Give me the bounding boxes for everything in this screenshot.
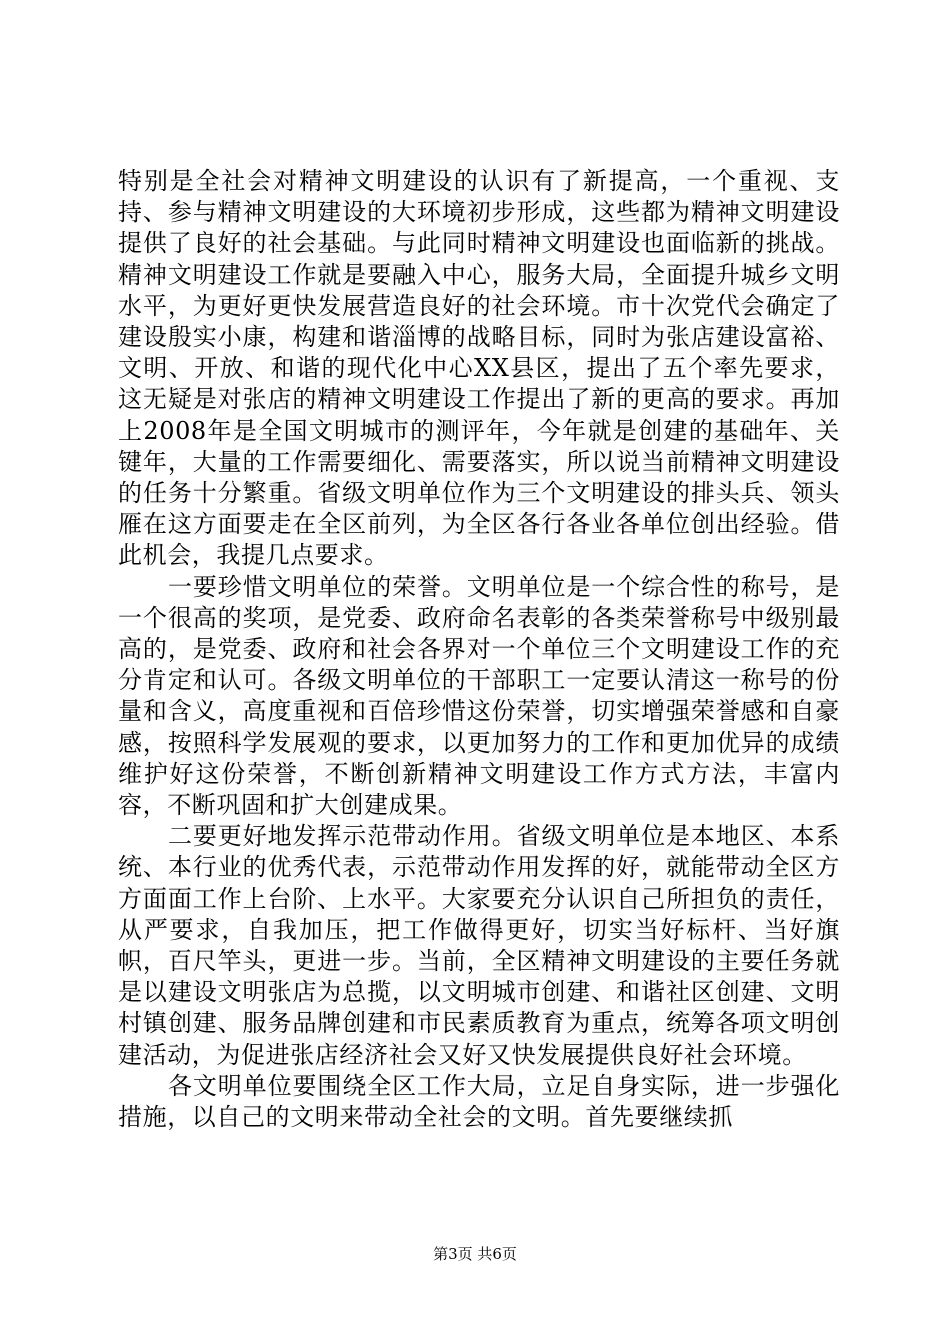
- page-number: 第3页 共6页: [433, 1245, 517, 1263]
- paragraph-work-focus: 各文明单位要围绕全区工作大局，立足自身实际，进一步强化措施，以自己的文明来带动全社会的文明。首先要继续抓: [118, 1071, 840, 1132]
- paragraph-demonstration-role: 二要更好地发挥示范带动作用。省级文明单位是本地区、本系统、本行业的优秀代表，示范带动作用发挥的好，就能带动全区方方面面工作上台阶、上水平。大家要充分认识自己所担负的责任，从严要求，自我加压，把工作做得更好，切实当好标杆、当好旗帜，百尺竿头，更进一步。当前，全区精神文明建设的主要任务就是以建设文明张店为总揽，以文明城市创建、和谐社区创建、文明村镇创建、服务品牌创建和市民素质教育为重点，统筹各项文明创建活动，为促进张店经济社会又好又快发展提供良好社会环境。: [118, 822, 840, 1069]
- body-text: [118, 166, 840, 1133]
- page-footer: [0, 1244, 950, 1264]
- paragraph-continuation: 特别是全社会对精神文明建设的认识有了新提高，一个重视、支持、参与精神文明建设的大环境初步形成，这些都为精神文明建设提供了良好的社会基础。与此同时精神文明建设也面临新的挑战。精神文明建设工作就是要融入中心，服务大局，全面提升城乡文明水平，为更好更快发展营造良好的社会环境。市十次党代会确定了建设殷实小康，构建和谐淄博的战略目标，同时为张店建设富裕、文明、开放、和谐的现代化中心XX县区，提出了五个率先要求，这无疑是对张店的精神文明建设工作提出了新的更高的要求。再加上2008年是全国文明城市的测评年，今年就是创建的基础年、关键年，大量的工作需要细化、需要落实，所以说当前精神文明建设的任务十分繁重。省级文明单位作为三个文明建设的排头兵、领头雁在这方面要走在全区前列，为全区各行各业各单位创出经验。借此机会，我提几点要求。: [118, 167, 840, 570]
- paragraph-cherish-honor: 一要珍惜文明单位的荣誉。文明单位是一个综合性的称号，是一个很高的奖项，是党委、政府命名表彰的各类荣誉称号中级别最高的，是党委、政府和社会各界对一个单位三个文明建设工作的充分肯定和认可。各级文明单位的干部职工一定要认清这一称号的份量和含义，高度重视和百倍珍惜这份荣誉，切实增强荣誉感和自豪感，按照科学发展观的要求，以更加努力的工作和更加优异的成绩维护好这份荣誉，不断创新精神文明建设工作方式方法，丰富内容，不断巩固和扩大创建成果。: [118, 572, 840, 820]
